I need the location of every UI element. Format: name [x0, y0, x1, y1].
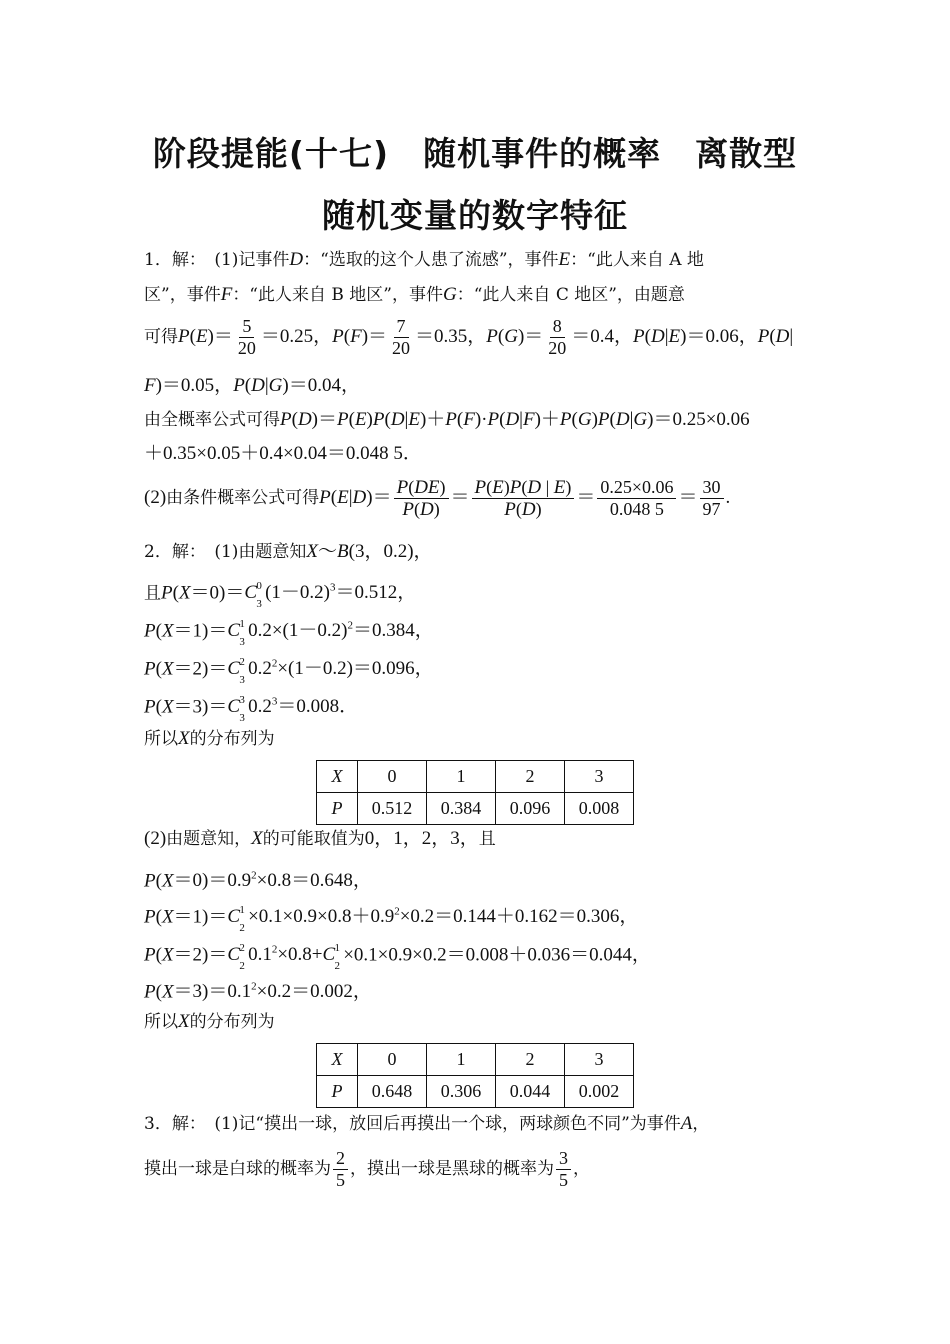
table-cell: X [317, 761, 358, 793]
table-cell: 0.096 [496, 793, 565, 825]
p1-line-1: 1．解： (1)记事件D：“选取的这个人患了流感”，事件E：“此人来自 A 地 [144, 249, 704, 270]
table-row [317, 1076, 634, 1108]
p2-line-5: P(X＝3)＝C 3 3 $0.2^3=0.008$． [144, 694, 359, 725]
table-cell: 0.648 [358, 1076, 427, 1108]
table-cell: 0 [358, 1044, 427, 1076]
p2-line-12: 所以X的分布列为 [144, 1011, 275, 1032]
table-cell: 0.008 [565, 793, 634, 825]
table-cell: 2 [496, 761, 565, 793]
p2-line-1: 2．解： (1)由题意知X～B(3，0.2)， [144, 541, 433, 562]
p3-line-2: 摸出一球是白球的概率为 $\frac{2}{5}$ ，摸出一球是黑球的概率为 $\frac{3}{5}$ ， [144, 1148, 590, 1190]
p1-line-6: ＋0.35×0.05＋0.4×0.04＝0.048 5． [144, 443, 422, 464]
p2-line-8: $P(X=0)=0.9^2\times 0.8=0.648$， [144, 870, 372, 892]
table-cell: 1 [427, 1044, 496, 1076]
table-cell: X [317, 1044, 358, 1076]
table-cell: 2 [496, 1044, 565, 1076]
page-title-line-2: 随机变量的数字特征 [322, 196, 628, 235]
p2-line-2: 且P(X＝0)＝C 0 3 $(1-0.2)^3=0.512$， [144, 580, 417, 611]
distribution-table-1 [316, 760, 634, 825]
table-cell: 0.306 [427, 1076, 496, 1108]
table-cell: 3 [565, 761, 634, 793]
p3-line-1: 3．解： (1)记“摸出一球，放回后再摸出一个球，两球颜色不同”为事件A， [144, 1113, 710, 1134]
p1-line-4: F)＝0.05，P(D|G)＝0.04， [144, 375, 360, 396]
p1-line-7: (2)由条件概率公式可得P(E|D)＝ $\frac{P(DE)}{P(D)}$ ＝ $\frac{P(E)P(D | E)}{P(D)}$ ＝ $\frac{0.25\times 0.06}{0.048 5}$ ＝ $\frac{30}{97}$ . [144, 477, 731, 520]
table-cell: 0 [358, 761, 427, 793]
table-row [317, 1044, 634, 1076]
page-title-line-1: 阶段提能(十七) 随机事件的概率 离散型 [152, 134, 798, 173]
table-cell: 0.044 [496, 1076, 565, 1108]
table-cell: 1 [427, 761, 496, 793]
table-cell: 0.384 [427, 793, 496, 825]
p2-line-10: P(X＝2)＝C 2 2 $0.1^2\times 0.8+C$ 1 2 ×0.1×0.9×0.2＝0.008＋0.036＝0.044， [144, 942, 651, 973]
table-row [317, 793, 634, 825]
table-cell: P [317, 793, 358, 825]
p2-line-3: P(X＝1)＝C 1 3 $0.2\times(1-0.2)^2=0.384$， [144, 618, 434, 649]
table-cell: 0.002 [565, 1076, 634, 1108]
p1-line-3: 可得P(E)＝ $\frac{5}{20}$ ＝0.25，P(F)＝ $\frac{7}{20}$ ＝0.35，P(G)＝ $\frac{8}{20}$ ＝0.4，P(D|E)＝0.06，P(D| [144, 316, 794, 358]
table-row [317, 761, 634, 793]
p2-line-7: (2)由题意知，X的可能取值为0，1，2，3，且 [144, 828, 496, 849]
p2-line-9: P(X＝1)＝C 1 2 $\times 0.1\times 0.9\times 0.8+0.9^2\times 0.2=0.144+0.162=0.306$， [144, 904, 639, 935]
p2-line-4: P(X＝2)＝C 2 3 $0.2^2\times(1-0.2)=0.096$， [144, 656, 434, 687]
distribution-table-2 [316, 1043, 634, 1108]
p2-line-11: $P(X=3)=0.1^2\times 0.2=0.002$， [144, 981, 372, 1003]
table-cell: 3 [565, 1044, 634, 1076]
p2-line-6: 所以X的分布列为 [144, 728, 275, 749]
p1-line-2: 区”，事件F：“此人来自 B 地区”，事件G：“此人来自 C 地区”，由题意 [144, 284, 685, 305]
p1-line-5: 由全概率公式可得P(D)＝P(E)P(D|E)＋P(F)·P(D|F)＋P(G)P(D|G)＝0.25×0.06 [144, 409, 750, 430]
table-cell: P [317, 1076, 358, 1108]
table-cell: 0.512 [358, 793, 427, 825]
